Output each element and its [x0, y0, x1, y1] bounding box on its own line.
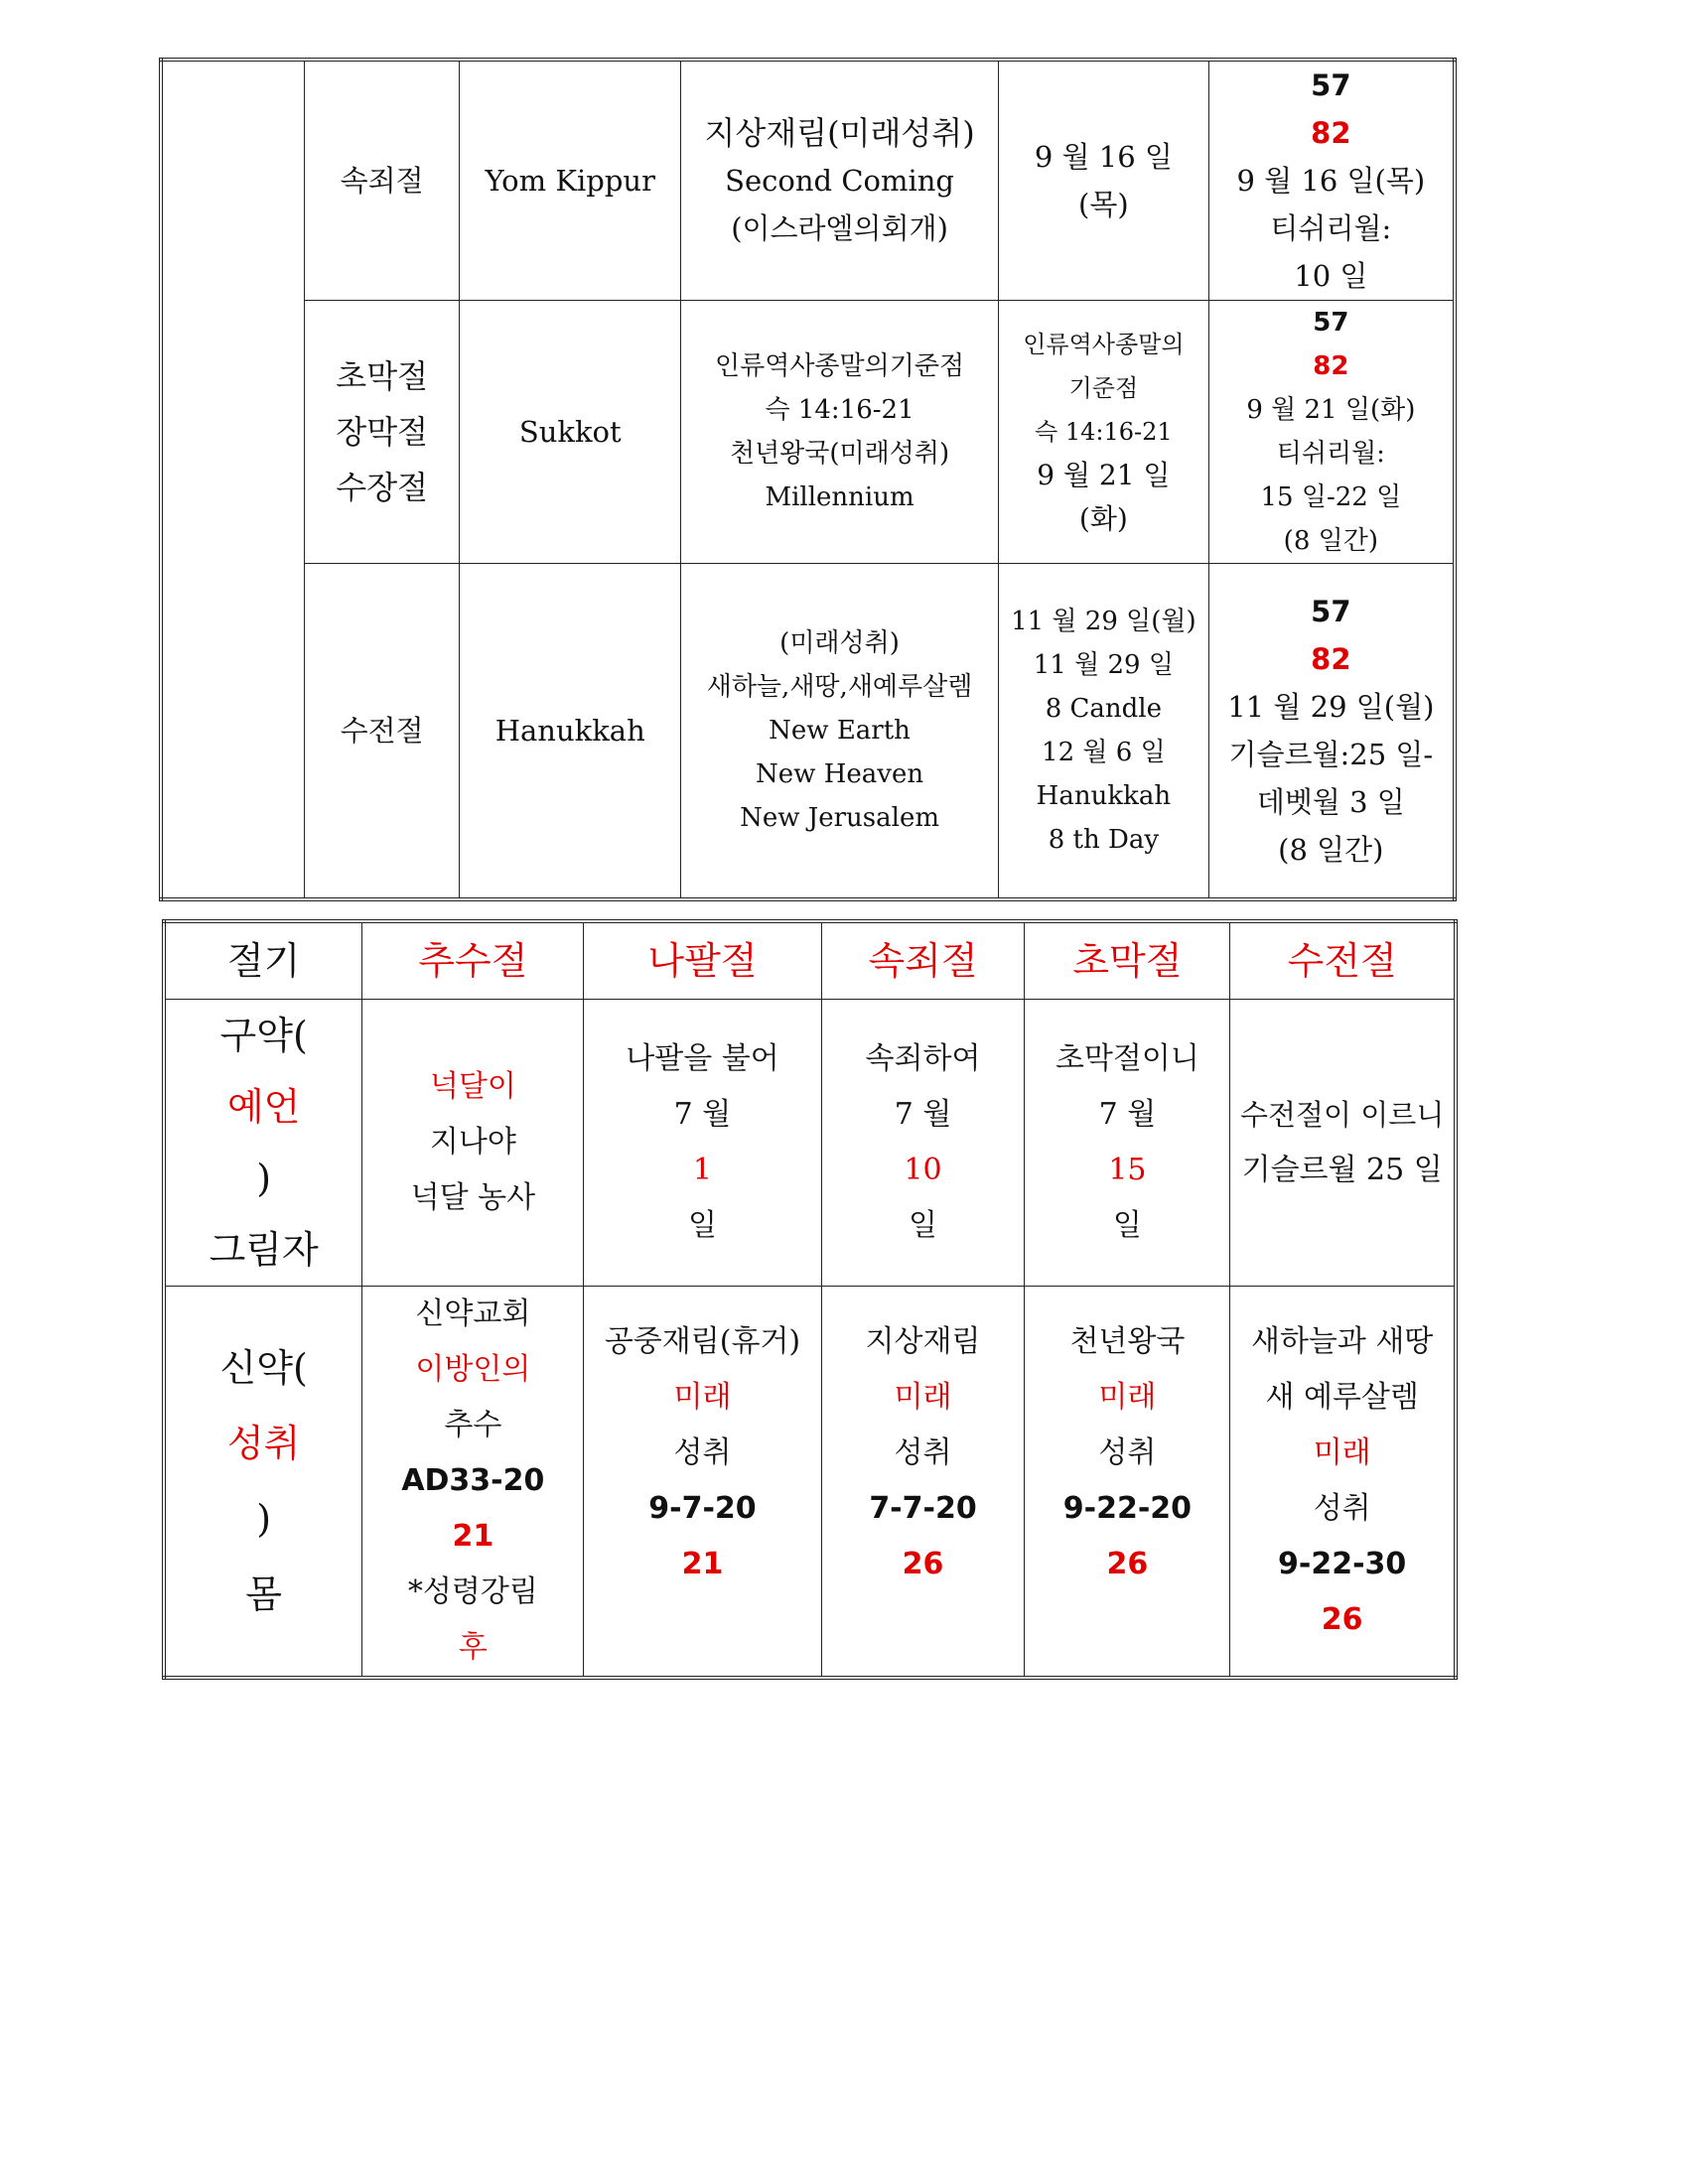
blank-cell [161, 60, 304, 899]
header-label: 절기 [164, 921, 362, 1000]
feast-english: Yom Kippur [460, 60, 681, 301]
feast-date: 인류역사종말의 기준점 슥 14:16-21 9 월 21 일 (화) [999, 301, 1209, 564]
table-row [161, 564, 1455, 899]
feast-date: 9 월 16 일 (목) [999, 60, 1209, 301]
feast-meaning: (미래성취) 새하늘,새땅,새예루살렘 New Earth New Heaven New Jerusalem [681, 564, 999, 899]
feast-name: 속죄절 [304, 60, 459, 301]
row-label: 신약( 성취 ) 몸 [164, 1287, 362, 1679]
feast-name: 수전절 [304, 564, 459, 899]
table-header-row [164, 921, 1456, 1000]
feast-cell: 천년왕국 미래 성취 9-22-20 26 [1025, 1287, 1230, 1679]
header-feast: 추수절 [362, 921, 584, 1000]
table-row [161, 301, 1455, 564]
feast-cell: 나팔을 불어 7 월 1 일 [584, 1000, 821, 1287]
feast-meaning: 인류역사종말의기준점 슥 14:16-21 천년왕국(미래성취) Millennium [681, 301, 999, 564]
table-row [164, 1287, 1456, 1679]
header-feast: 나팔절 [584, 921, 821, 1000]
feast-meaning: 지상재림(미래성취) Second Coming (이스라엘의회개) [681, 60, 999, 301]
feast-english: Sukkot [460, 301, 681, 564]
feast-cell: 초막절이니 7 월 15 일 [1025, 1000, 1230, 1287]
feast-english: Hanukkah [460, 564, 681, 899]
feast-cell: 수전절이 이르니 기슬르월 25 일 [1230, 1000, 1456, 1287]
table-row [161, 60, 1455, 301]
hebrew-date: 57 82 9 월 16 일(목) 티쉬리월: 10 일 [1208, 60, 1455, 301]
feast-cell: 새하늘과 새땅 새 예루살렘 미래 성취 9-22-30 26 [1230, 1287, 1456, 1679]
feast-cell: 지상재림 미래 성취 7-7-20 26 [821, 1287, 1025, 1679]
header-feast: 수전절 [1230, 921, 1456, 1000]
feast-cell: 신약교회 이방인의 추수 AD33-20 21 *성령강림 후 [362, 1287, 584, 1679]
feast-detail-table [159, 58, 1457, 901]
row-label: 구약( 예언 ) 그림자 [164, 1000, 362, 1287]
feast-cell: 넉달이 지나야 넉달 농사 [362, 1000, 584, 1287]
hebrew-date: 57 82 9 월 21 일(화) 티쉬리월: 15 일-22 일 (8 일간) [1208, 301, 1455, 564]
feast-cell: 공중재림(휴거) 미래 성취 9-7-20 21 [584, 1287, 821, 1679]
hebrew-date: 57 82 11 월 29 일(월) 기슬르월:25 일- 데벳월 3 일 (8 일간) [1208, 564, 1455, 899]
table-row [164, 1000, 1456, 1287]
header-feast: 초막절 [1025, 921, 1230, 1000]
feast-cell: 속죄하여 7 월 10 일 [821, 1000, 1025, 1287]
feast-date: 11 월 29 일(월) 11 월 29 일 8 Candle 12 월 6 일 Hanukkah 8 th Day [999, 564, 1209, 899]
feast-name: 초막절 장막절 수장절 [304, 301, 459, 564]
header-feast: 속죄절 [821, 921, 1025, 1000]
feast-fulfillment-table [162, 919, 1458, 1680]
